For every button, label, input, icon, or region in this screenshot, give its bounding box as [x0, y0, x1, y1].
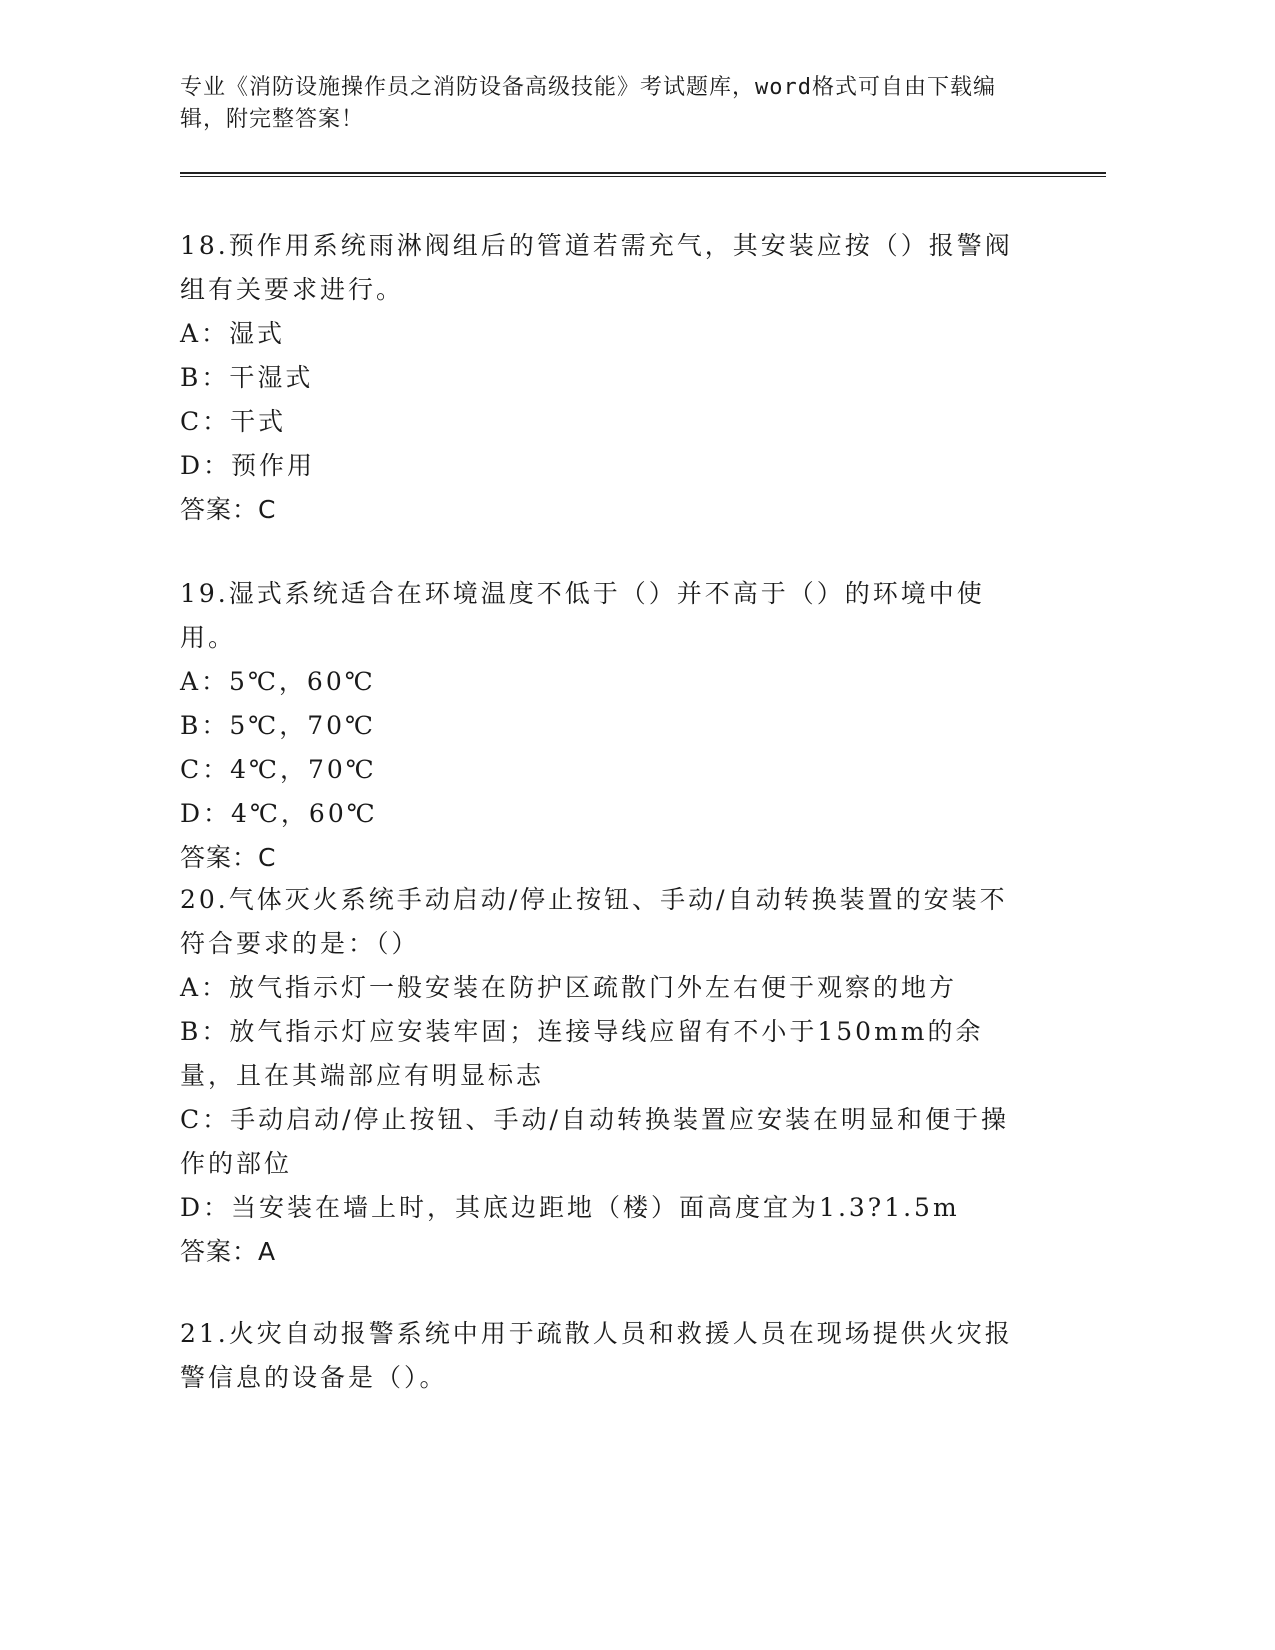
option-a: A：放气指示灯一般安装在防护区疏散门外左右便于观察的地方: [180, 973, 958, 1002]
question-20: [180, 878, 1030, 1274]
option-a: A：湿式: [180, 319, 286, 348]
option-c: C：干式: [180, 407, 287, 436]
option-c: C：手动启动/停止按钮、手动/自动转换装置应安装在明显和便于操作的部位: [180, 1105, 1009, 1178]
option-d: D：当安装在墙上时，其底边距地（楼）面高度宜为1.3?1.5m: [180, 1193, 960, 1222]
option-b: B：干湿式: [180, 363, 314, 392]
option-a: A：5℃，60℃: [180, 667, 376, 696]
header-divider: [180, 172, 1106, 177]
answer-line: 答案：C: [180, 843, 277, 872]
answer-line: 答案：C: [180, 495, 277, 524]
question-21: [180, 1312, 1030, 1400]
document-header: [180, 72, 1030, 136]
question-stem: 19.湿式系统适合在环境温度不低于（）并不高于（）的环境中使用。: [180, 579, 985, 652]
question-stem: 20.气体灭火系统手动启动/停止按钮、手动/自动转换装置的安装不符合要求的是：（）: [180, 885, 1008, 958]
option-c: C：4℃，70℃: [180, 755, 377, 784]
option-d: D：预作用: [180, 451, 316, 480]
question-stem: 18.预作用系统雨淋阀组后的管道若需充气，其安装应按（）报警阀组有关要求进行。: [180, 231, 1013, 304]
option-b: B：放气指示灯应安装牢固；连接导线应留有不小于150mm的余量，且在其端部应有明显标志: [180, 1017, 984, 1090]
question-18: [180, 224, 1030, 532]
header-text: 专业《消防设施操作员之消防设备高级技能》考试题库，word格式可自由下载编辑，附完整答案！: [180, 75, 996, 132]
question-19: [180, 572, 1030, 880]
question-stem: 21.火灾自动报警系统中用于疏散人员和救援人员在现场提供火灾报警信息的设备是（）。: [180, 1319, 1013, 1392]
option-b: B：5℃，70℃: [180, 711, 377, 740]
answer-line: 答案：A: [180, 1237, 277, 1266]
option-d: D：4℃，60℃: [180, 799, 378, 828]
